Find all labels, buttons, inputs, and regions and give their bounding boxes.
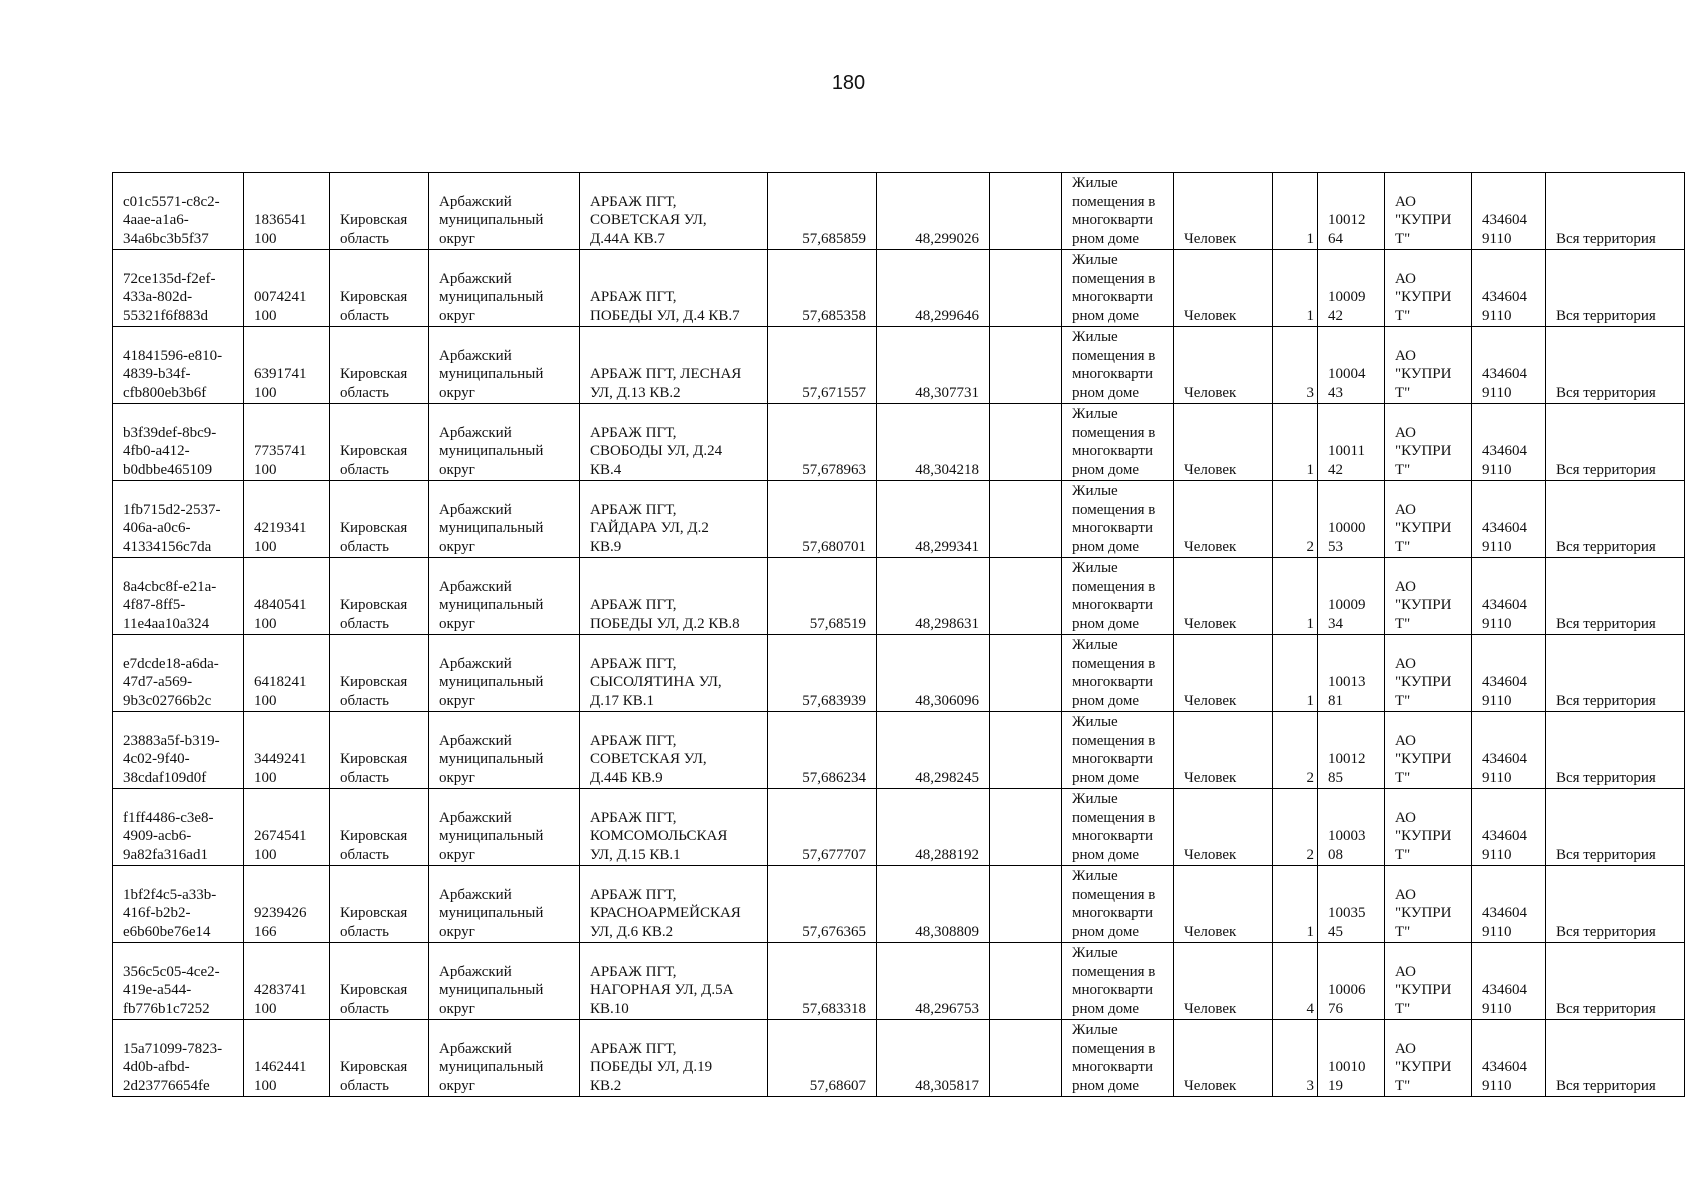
district-cell: Арбажский муниципальный округ [429,866,580,943]
organization-cell: АО "КУПРИ Т" [1385,173,1472,250]
longitude-cell: 48,298245 [877,712,990,789]
address-cell: АРБАЖ ПГТ, КРАСНОАРМЕЙСКАЯ УЛ, Д.6 КВ.2 [580,866,768,943]
inn-cell: 434604 9110 [1472,173,1546,250]
table-row [113,635,1685,712]
empty-cell [990,943,1062,1020]
empty-cell [990,635,1062,712]
latitude-cell: 57,683939 [768,635,877,712]
territory-cell: Вся территория [1546,943,1685,1020]
count-cell: 1 [1273,558,1318,635]
object-code-cell: 1462441 100 [244,1020,330,1097]
longitude-cell: 48,306096 [877,635,990,712]
count-cell: 3 [1273,1020,1318,1097]
unit-cell: Человек [1174,481,1273,558]
object-code-cell: 6391741 100 [244,327,330,404]
territory-cell: Вся территория [1546,789,1685,866]
count-cell: 1 [1273,173,1318,250]
empty-cell [990,173,1062,250]
territory-cell: Вся территория [1546,327,1685,404]
object-type-cell: Жилые помещения в многокварти рном доме [1062,481,1174,558]
territory-cell: Вся территория [1546,558,1685,635]
address-cell: АРБАЖ ПГТ, СОВЕТСКАЯ УЛ, Д.44Б КВ.9 [580,712,768,789]
count-cell: 2 [1273,481,1318,558]
object-code-cell: 2674541 100 [244,789,330,866]
organization-cell: АО "КУПРИ Т" [1385,404,1472,481]
territory-cell: Вся территория [1546,712,1685,789]
organization-cell: АО "КУПРИ Т" [1385,789,1472,866]
object-type-cell: Жилые помещения в многокварти рном доме [1062,789,1174,866]
empty-cell [990,250,1062,327]
object-code-cell: 1836541 100 [244,173,330,250]
inn-cell: 434604 9110 [1472,250,1546,327]
object-type-cell: Жилые помещения в многокварти рном доме [1062,250,1174,327]
object-uuid-cell: 41841596-e810- 4839-b34f- cfb800eb3b6f [113,327,244,404]
district-cell: Арбажский муниципальный округ [429,250,580,327]
account-cell: 10006 76 [1318,943,1385,1020]
district-cell: Арбажский муниципальный округ [429,712,580,789]
account-cell: 10035 45 [1318,866,1385,943]
region-cell: Кировская область [330,712,429,789]
latitude-cell: 57,683318 [768,943,877,1020]
address-cell: АРБАЖ ПГТ, СОВЕТСКАЯ УЛ, Д.44А КВ.7 [580,173,768,250]
longitude-cell: 48,299646 [877,250,990,327]
count-cell: 1 [1273,250,1318,327]
district-cell: Арбажский муниципальный округ [429,327,580,404]
longitude-cell: 48,298631 [877,558,990,635]
address-cell: АРБАЖ ПГТ, СЫСОЛЯТИНА УЛ, Д.17 КВ.1 [580,635,768,712]
object-type-cell: Жилые помещения в многокварти рном доме [1062,943,1174,1020]
territory-cell: Вся территория [1546,481,1685,558]
count-cell: 4 [1273,943,1318,1020]
region-cell: Кировская область [330,481,429,558]
table-row [113,1020,1685,1097]
inn-cell: 434604 9110 [1472,789,1546,866]
longitude-cell: 48,288192 [877,789,990,866]
district-cell: Арбажский муниципальный округ [429,635,580,712]
inn-cell: 434604 9110 [1472,327,1546,404]
longitude-cell: 48,308809 [877,866,990,943]
region-cell: Кировская область [330,1020,429,1097]
latitude-cell: 57,677707 [768,789,877,866]
inn-cell: 434604 9110 [1472,404,1546,481]
table-row [113,404,1685,481]
latitude-cell: 57,680701 [768,481,877,558]
account-cell: 10011 42 [1318,404,1385,481]
organization-cell: АО "КУПРИ Т" [1385,1020,1472,1097]
organization-cell: АО "КУПРИ Т" [1385,943,1472,1020]
account-cell: 10003 08 [1318,789,1385,866]
address-cell: АРБАЖ ПГТ, ПОБЕДЫ УЛ, Д.4 КВ.7 [580,250,768,327]
table-row [113,250,1685,327]
account-cell: 10012 85 [1318,712,1385,789]
object-uuid-cell: 72ce135d-f2ef- 433a-802d- 55321f6f883d [113,250,244,327]
address-cell: АРБАЖ ПГТ, КОМСОМОЛЬСКАЯ УЛ, Д.15 КВ.1 [580,789,768,866]
longitude-cell: 48,299341 [877,481,990,558]
registry-table [112,172,1685,1097]
account-cell: 10009 42 [1318,250,1385,327]
organization-cell: АО "КУПРИ Т" [1385,558,1472,635]
longitude-cell: 48,304218 [877,404,990,481]
latitude-cell: 57,686234 [768,712,877,789]
longitude-cell: 48,299026 [877,173,990,250]
unit-cell: Человек [1174,250,1273,327]
unit-cell: Человек [1174,789,1273,866]
object-uuid-cell: f1ff4486-c3e8- 4909-acb6- 9a82fa316ad1 [113,789,244,866]
unit-cell: Человек [1174,866,1273,943]
object-type-cell: Жилые помещения в многокварти рном доме [1062,1020,1174,1097]
region-cell: Кировская область [330,558,429,635]
district-cell: Арбажский муниципальный округ [429,789,580,866]
empty-cell [990,558,1062,635]
latitude-cell: 57,68607 [768,1020,877,1097]
longitude-cell: 48,307731 [877,327,990,404]
empty-cell [990,789,1062,866]
account-cell: 10004 43 [1318,327,1385,404]
latitude-cell: 57,671557 [768,327,877,404]
address-cell: АРБАЖ ПГТ, НАГОРНАЯ УЛ, Д.5А КВ.10 [580,943,768,1020]
latitude-cell: 57,685358 [768,250,877,327]
registry-rows [113,173,1685,1097]
latitude-cell: 57,68519 [768,558,877,635]
object-code-cell: 4219341 100 [244,481,330,558]
region-cell: Кировская область [330,943,429,1020]
object-uuid-cell: c01c5571-c8c2- 4aae-a1a6- 34a6bc3b5f37 [113,173,244,250]
inn-cell: 434604 9110 [1472,1020,1546,1097]
empty-cell [990,866,1062,943]
table-row [113,173,1685,250]
territory-cell: Вся территория [1546,404,1685,481]
count-cell: 1 [1273,404,1318,481]
region-cell: Кировская область [330,866,429,943]
region-cell: Кировская область [330,404,429,481]
inn-cell: 434604 9110 [1472,558,1546,635]
account-cell: 10000 53 [1318,481,1385,558]
account-cell: 10013 81 [1318,635,1385,712]
table-row [113,481,1685,558]
object-type-cell: Жилые помещения в многокварти рном доме [1062,173,1174,250]
inn-cell: 434604 9110 [1472,712,1546,789]
object-code-cell: 9239426 166 [244,866,330,943]
address-cell: АРБАЖ ПГТ, ПОБЕДЫ УЛ, Д.19 КВ.2 [580,1020,768,1097]
page-number: 180 [831,72,866,94]
table-row [113,558,1685,635]
count-cell: 2 [1273,712,1318,789]
table-row [113,789,1685,866]
region-cell: Кировская область [330,173,429,250]
district-cell: Арбажский муниципальный округ [429,558,580,635]
region-cell: Кировская область [330,789,429,866]
organization-cell: АО "КУПРИ Т" [1385,250,1472,327]
account-cell: 10012 64 [1318,173,1385,250]
organization-cell: АО "КУПРИ Т" [1385,712,1472,789]
object-uuid-cell: 8a4cbc8f-e21a- 4f87-8ff5- 11e4aa10a324 [113,558,244,635]
table-row [113,866,1685,943]
object-code-cell: 3449241 100 [244,712,330,789]
unit-cell: Человек [1174,327,1273,404]
object-code-cell: 6418241 100 [244,635,330,712]
object-type-cell: Жилые помещения в многокварти рном доме [1062,712,1174,789]
object-type-cell: Жилые помещения в многокварти рном доме [1062,327,1174,404]
district-cell: Арбажский муниципальный округ [429,943,580,1020]
address-cell: АРБАЖ ПГТ, ГАЙДАРА УЛ, Д.2 КВ.9 [580,481,768,558]
account-cell: 10010 19 [1318,1020,1385,1097]
table-row [113,943,1685,1020]
inn-cell: 434604 9110 [1472,943,1546,1020]
empty-cell [990,404,1062,481]
address-cell: АРБАЖ ПГТ, ПОБЕДЫ УЛ, Д.2 КВ.8 [580,558,768,635]
district-cell: Арбажский муниципальный округ [429,173,580,250]
unit-cell: Человек [1174,404,1273,481]
organization-cell: АО "КУПРИ Т" [1385,481,1472,558]
unit-cell: Человек [1174,712,1273,789]
object-type-cell: Жилые помещения в многокварти рном доме [1062,866,1174,943]
object-code-cell: 4840541 100 [244,558,330,635]
latitude-cell: 57,676365 [768,866,877,943]
address-cell: АРБАЖ ПГТ, ЛЕСНАЯ УЛ, Д.13 КВ.2 [580,327,768,404]
account-cell: 10009 34 [1318,558,1385,635]
object-uuid-cell: b3f39def-8bc9- 4fb0-a412- b0dbbe465109 [113,404,244,481]
district-cell: Арбажский муниципальный округ [429,404,580,481]
object-code-cell: 0074241 100 [244,250,330,327]
organization-cell: АО "КУПРИ Т" [1385,327,1472,404]
district-cell: Арбажский муниципальный округ [429,481,580,558]
inn-cell: 434604 9110 [1472,635,1546,712]
organization-cell: АО "КУПРИ Т" [1385,635,1472,712]
unit-cell: Человек [1174,558,1273,635]
organization-cell: АО "КУПРИ Т" [1385,866,1472,943]
region-cell: Кировская область [330,327,429,404]
unit-cell: Человек [1174,635,1273,712]
territory-cell: Вся территория [1546,635,1685,712]
object-uuid-cell: 15a71099-7823- 4d0b-afbd- 2d23776654fe [113,1020,244,1097]
territory-cell: Вся территория [1546,1020,1685,1097]
inn-cell: 434604 9110 [1472,866,1546,943]
district-cell: Арбажский муниципальный округ [429,1020,580,1097]
longitude-cell: 48,305817 [877,1020,990,1097]
address-cell: АРБАЖ ПГТ, СВОБОДЫ УЛ, Д.24 КВ.4 [580,404,768,481]
territory-cell: Вся территория [1546,866,1685,943]
region-cell: Кировская область [330,635,429,712]
object-uuid-cell: 23883a5f-b319- 4c02-9f40- 38cdaf109d0f [113,712,244,789]
object-code-cell: 7735741 100 [244,404,330,481]
object-uuid-cell: 356c5c05-4ce2- 419e-a544- fb776b1c7252 [113,943,244,1020]
count-cell: 1 [1273,635,1318,712]
inn-cell: 434604 9110 [1472,481,1546,558]
territory-cell: Вся территория [1546,173,1685,250]
object-type-cell: Жилые помещения в многокварти рном доме [1062,635,1174,712]
unit-cell: Человек [1174,173,1273,250]
table-row [113,712,1685,789]
object-uuid-cell: e7dcde18-a6da- 47d7-a569- 9b3c02766b2c [113,635,244,712]
empty-cell [990,327,1062,404]
object-code-cell: 4283741 100 [244,943,330,1020]
table-row [113,327,1685,404]
count-cell: 3 [1273,327,1318,404]
longitude-cell: 48,296753 [877,943,990,1020]
region-cell: Кировская область [330,250,429,327]
empty-cell [990,481,1062,558]
latitude-cell: 57,685859 [768,173,877,250]
object-uuid-cell: 1bf2f4c5-a33b- 416f-b2b2- e6b60be76e14 [113,866,244,943]
object-uuid-cell: 1fb715d2-2537- 406a-a0c6- 41334156c7da [113,481,244,558]
empty-cell [990,712,1062,789]
count-cell: 1 [1273,866,1318,943]
object-type-cell: Жилые помещения в многокварти рном доме [1062,558,1174,635]
object-type-cell: Жилые помещения в многокварти рном доме [1062,404,1174,481]
count-cell: 2 [1273,789,1318,866]
latitude-cell: 57,678963 [768,404,877,481]
empty-cell [990,1020,1062,1097]
unit-cell: Человек [1174,943,1273,1020]
unit-cell: Человек [1174,1020,1273,1097]
territory-cell: Вся территория [1546,250,1685,327]
